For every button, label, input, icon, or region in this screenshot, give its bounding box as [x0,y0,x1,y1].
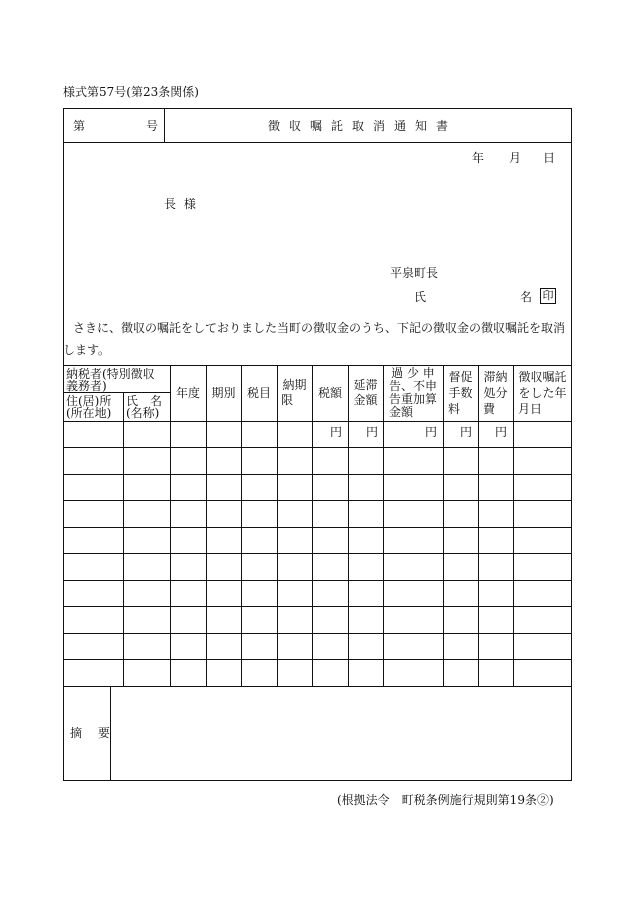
column-line [123,392,124,686]
header-demand-fee-3: 料 [448,402,461,416]
header-disposal-fee-1: 滞納 [483,370,508,384]
header-penalty-1: 過 少 申 [391,366,435,380]
sender-office: 平泉町長 [390,266,439,280]
header-disposal-fee-3: 費 [483,402,496,416]
date-month-label: 月 [509,151,522,165]
table-row-line [63,633,572,634]
title-row-divider [63,142,572,143]
column-line [277,365,278,686]
header-disposal-fee-2: 処分 [483,386,508,400]
column-line [478,365,479,686]
column-line [513,365,514,686]
number-prefix: 第 [73,119,86,133]
unit-demand-fee: 円 [460,425,473,439]
header-penalty-3: 告重加算 [388,392,437,406]
header-due-2: 限 [281,393,294,407]
header-year: 年度 [175,386,200,400]
table-row-line [63,659,572,660]
legal-basis-note: (根拠法令 町税条例施行規則第19条②) [337,793,554,807]
sender-name-label-1: 氏 [414,290,427,304]
table-row-line [63,474,572,475]
addressee: 長 様 [164,197,198,211]
header-demand-fee-1: 督促 [448,370,473,384]
table-bottom-border [63,686,572,687]
form-number-note: 様式第57号(第23条関係) [63,85,199,99]
header-commission-date-1: 徴収嘱託 [518,370,567,384]
document-title: 徴収嘱託取消通知書 [268,119,458,133]
title-row-separator [164,108,165,142]
unit-delinquent: 円 [366,425,379,439]
header-name-2: (名称) [126,406,160,420]
unit-penalty: 円 [425,425,438,439]
header-commission-date-2: をした年 [518,386,567,400]
unit-disposal-fee: 円 [495,425,508,439]
header-delinquent-2: 金額 [353,393,378,407]
header-commission-date-3: 月日 [518,402,543,416]
date-day-label: 日 [543,151,556,165]
table-row-line [63,580,572,581]
header-tax-amount: 税額 [317,386,342,400]
table-row-line [63,606,572,607]
header-tax-item: 税目 [246,386,271,400]
column-line [206,365,207,686]
header-delinquent-1: 延滞 [353,378,378,392]
form-frame [63,108,572,781]
column-line [312,365,313,686]
header-taxpayer-2: 義務者) [66,379,107,393]
table-header-bottom [63,421,572,422]
table-top-border [63,365,572,366]
header-address-2: (所在地) [66,406,112,420]
sender-name-label-2: 名 [520,290,533,304]
column-line [443,365,444,686]
header-demand-fee-2: 手数 [448,386,473,400]
column-line [383,365,384,686]
table-row-line [63,500,572,501]
column-line [348,365,349,686]
remarks-field[interactable] [112,688,570,779]
header-name-1: 氏 名 [126,394,163,408]
header-period: 期別 [211,386,236,400]
header-due-1: 納期 [282,378,307,392]
body-text-line-1: さきに、徴収の嘱託をしておりました当町の徴収金のうち、下記の徴収金の徴収嘱託を取消 [73,321,566,335]
date-year-label: 年 [472,151,485,165]
number-suffix: 号 [146,119,159,133]
header-penalty-4: 金額 [389,405,414,419]
column-line [241,365,242,686]
table-row-line [63,553,572,554]
remarks-label: 摘 要 [70,726,116,740]
header-address-1: 住(居)所 [66,394,112,408]
seal-mark: 印 [540,288,556,304]
body-text-line-2: します。 [63,343,111,357]
unit-tax-amount: 円 [330,425,343,439]
table-row-line [63,527,572,528]
table-row-line [63,447,572,448]
header-penalty-2: 告、不申 [388,379,437,393]
header-taxpayer-1: 納税者(特別徴収 [66,367,155,381]
column-line [170,365,171,686]
